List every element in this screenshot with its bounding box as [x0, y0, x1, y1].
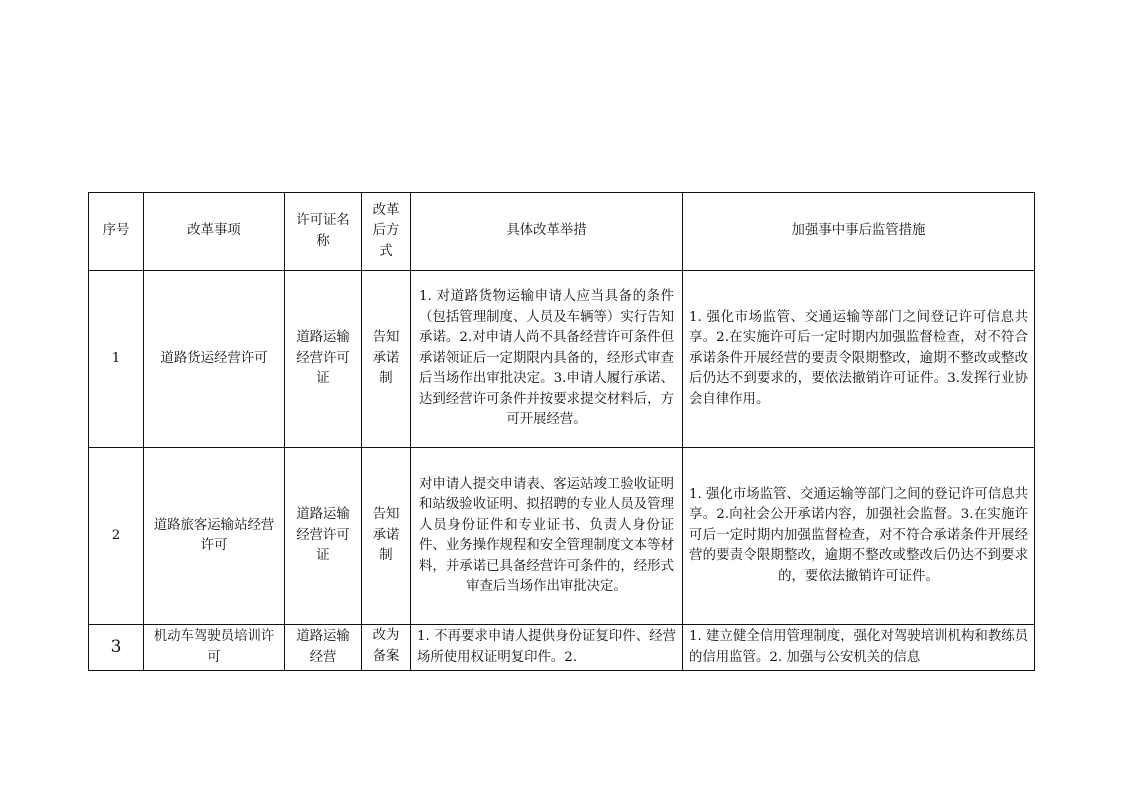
row-measures: 对申请人提交申请表、客运站竣工验收证明和站级验收证明、拟招聘的专业人员及管理人员身份证件和专业证书、负责人身份证件、业务操作规程和安全管理制度文本等材料，并承诺已具备经营许可条件的，经形式审查后当场作出审批决定。 [411, 448, 683, 625]
table-row [89, 271, 1035, 448]
header-measures: 具体改革举措 [411, 193, 683, 271]
row-index: 3 [89, 625, 144, 671]
row-license-text: 道路运输经营 [296, 629, 350, 665]
row-supervision-text: 1. 建立健全信用管理制度，强化对驾驶培训机构和教练员的信用监管。2. 加强与公安机关的信息 [689, 629, 1028, 665]
row-measures: 1. 对道路货物运输申请人应当具备的条件（包括管理制度、人员及车辆等）实行告知承诺。2.对申请人尚不具备经营许可条件但承诺领证后一定期限内具备的，经形式审查后当场作出审批决定。3.申请人履行承诺、达到经营许可条件并按要求提交材料后，方可开展经营。 [411, 271, 683, 448]
row-method: 告知承诺制 [362, 271, 411, 448]
row-item-text: 机动车驾驶员培训许可 [153, 629, 275, 665]
row-measures [411, 625, 683, 671]
row-license: 道路运输经营许可证 [285, 448, 362, 625]
table-row [89, 625, 1035, 671]
reform-table [88, 192, 1035, 671]
table-header-row [89, 193, 1035, 271]
row-item [144, 625, 285, 671]
header-item: 改革事项 [144, 193, 285, 271]
row-supervision: 1. 强化市场监管、交通运输等部门之间登记许可信息共享。2.在实施许可后一定时期内加强监督检查，对不符合承诺条件开展经营的要责令限期整改，逾期不整改或整改后仍达不到要求的，要依法撤销许可证件。3.发挥行业协会自律作用。 [683, 271, 1035, 448]
row-measures-text: 1. 不再要求申请人提供身份证复印件、经营场所使用权证明复印件。2. [417, 629, 676, 665]
row-method-text: 改为备案 [372, 628, 400, 664]
row-index: 2 [89, 448, 144, 625]
table-row [89, 448, 1035, 625]
row-index: 1 [89, 271, 144, 448]
row-license [285, 625, 362, 671]
row-item: 道路旅客运输站经营许可 [144, 448, 285, 625]
header-index: 序号 [89, 193, 144, 271]
row-license: 道路运输经营许可证 [285, 271, 362, 448]
row-method [362, 625, 411, 671]
header-supervision: 加强事中事后监管措施 [683, 193, 1035, 271]
header-license: 许可证名称 [285, 193, 362, 271]
row-supervision: 1. 强化市场监管、交通运输等部门之间的登记许可信息共享。2.向社会公开承诺内容，加强社会监督。3.在实施许可后一定时期内加强监督检查，对不符合承诺条件开展经营的要责令限期整改，逾期不整改或整改后仍达不到要求的，要依法撤销许可证件。 [683, 448, 1035, 625]
row-item: 道路货运经营许可 [144, 271, 285, 448]
header-method: 改革后方式 [362, 193, 411, 271]
row-supervision [683, 625, 1035, 671]
row-method: 告知承诺制 [362, 448, 411, 625]
